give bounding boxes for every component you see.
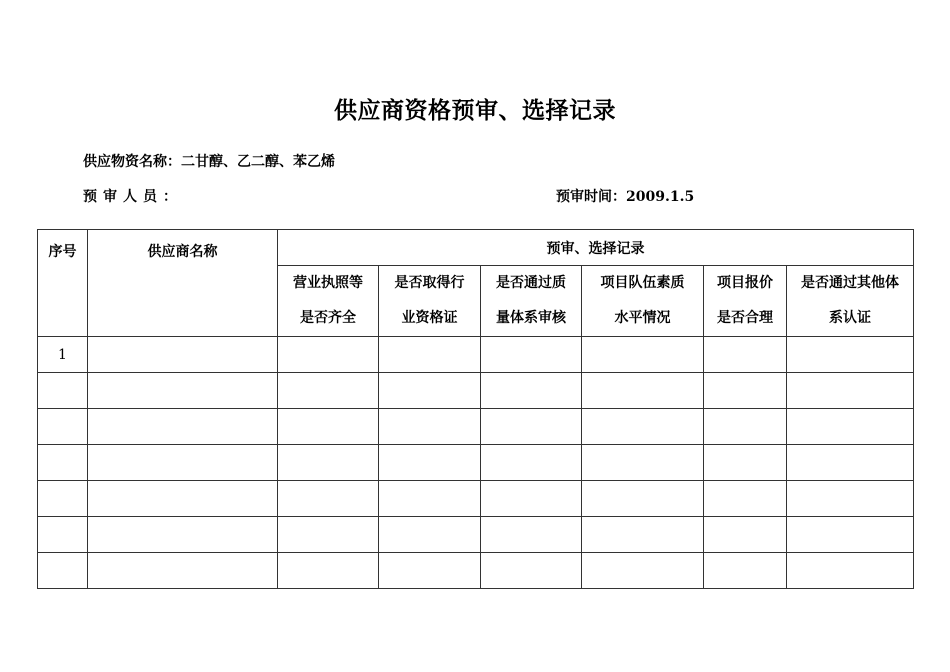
table-cell [704,337,787,373]
table-cell [787,337,914,373]
table-cell [379,445,481,481]
table-cell [704,409,787,445]
table-cell [481,373,582,409]
header-review-record: 预审、选择记录 [278,230,914,266]
document-title: 供应商资格预审、选择记录 [334,97,616,124]
table-cell [787,517,914,553]
table-cell [582,553,704,589]
table-cell [582,517,704,553]
cell-serial [38,373,88,409]
prequalification-table [37,229,914,589]
table-cell [379,409,481,445]
table-cell [481,553,582,589]
table-row [38,373,914,409]
header-supplier-name: 供应商名称 [88,230,278,337]
table-row [38,481,914,517]
table-cell [278,481,379,517]
table-cell [278,373,379,409]
table-cell [582,445,704,481]
table-cell [379,517,481,553]
table-cell [704,553,787,589]
cell-serial [38,481,88,517]
material-name-label: 供应物资名称：二甘醇、乙二醇、苯乙烯 [83,154,335,170]
header-line: 是否齐全 [300,310,356,326]
table-cell [582,337,704,373]
cell-serial [38,445,88,481]
reviewer-label: 预审人员： [83,189,183,205]
table-cell [787,481,914,517]
table-cell [278,553,379,589]
cell-serial [38,409,88,445]
table-row [38,553,914,589]
header-quote-reasonable [704,266,787,337]
header-team-quality [582,266,704,337]
header-line: 水平情况 [614,310,671,326]
table-cell [787,409,914,445]
table-cell [704,481,787,517]
table-cell [582,481,704,517]
table-cell [704,445,787,481]
table-cell [379,481,481,517]
cell-supplier-name [88,553,278,589]
cell-supplier-name [88,409,278,445]
header-line: 是否通过质 [496,275,566,291]
cell-supplier-name [88,517,278,553]
table-row [38,409,914,445]
header-quality-system [481,266,582,337]
table-cell [379,373,481,409]
table-cell [278,337,379,373]
cell-supplier-name [88,373,278,409]
header-serial: 序号 [38,230,88,337]
header-line: 项目队伍素质 [600,275,685,291]
header-business-license [278,266,379,337]
table-cell [278,517,379,553]
header-line: 系认证 [829,310,871,326]
table-cell [481,445,582,481]
header-line: 营业执照等 [293,275,363,291]
cell-supplier-name [88,481,278,517]
table-cell [278,409,379,445]
header-other-certification [787,266,914,337]
table-cell [704,517,787,553]
table-cell [787,553,914,589]
header-line: 是否合理 [717,310,773,326]
table-cell [787,373,914,409]
table-cell [582,409,704,445]
header-line: 项目报价 [717,275,773,291]
review-time-label: 预审时间：2009.1.5 [556,189,695,205]
table-cell [787,445,914,481]
cell-supplier-name [88,445,278,481]
table-cell [481,481,582,517]
table-cell [481,517,582,553]
header-line: 量体系审核 [496,310,566,326]
table-cell [379,337,481,373]
table-row [38,517,914,553]
header-industry-qualification [379,266,481,337]
header-line: 是否取得行 [394,275,465,291]
header-line: 是否通过其他体 [801,275,899,291]
table-cell [704,373,787,409]
table-cell [278,445,379,481]
cell-serial: 1 [38,337,88,373]
table-cell [481,337,582,373]
cell-serial [38,517,88,553]
table-row [38,445,914,481]
table-cell [582,373,704,409]
table-row [38,337,914,373]
cell-serial [38,553,88,589]
header-line: 业资格证 [401,310,458,326]
table-cell [379,553,481,589]
cell-supplier-name [88,337,278,373]
table-cell [481,409,582,445]
